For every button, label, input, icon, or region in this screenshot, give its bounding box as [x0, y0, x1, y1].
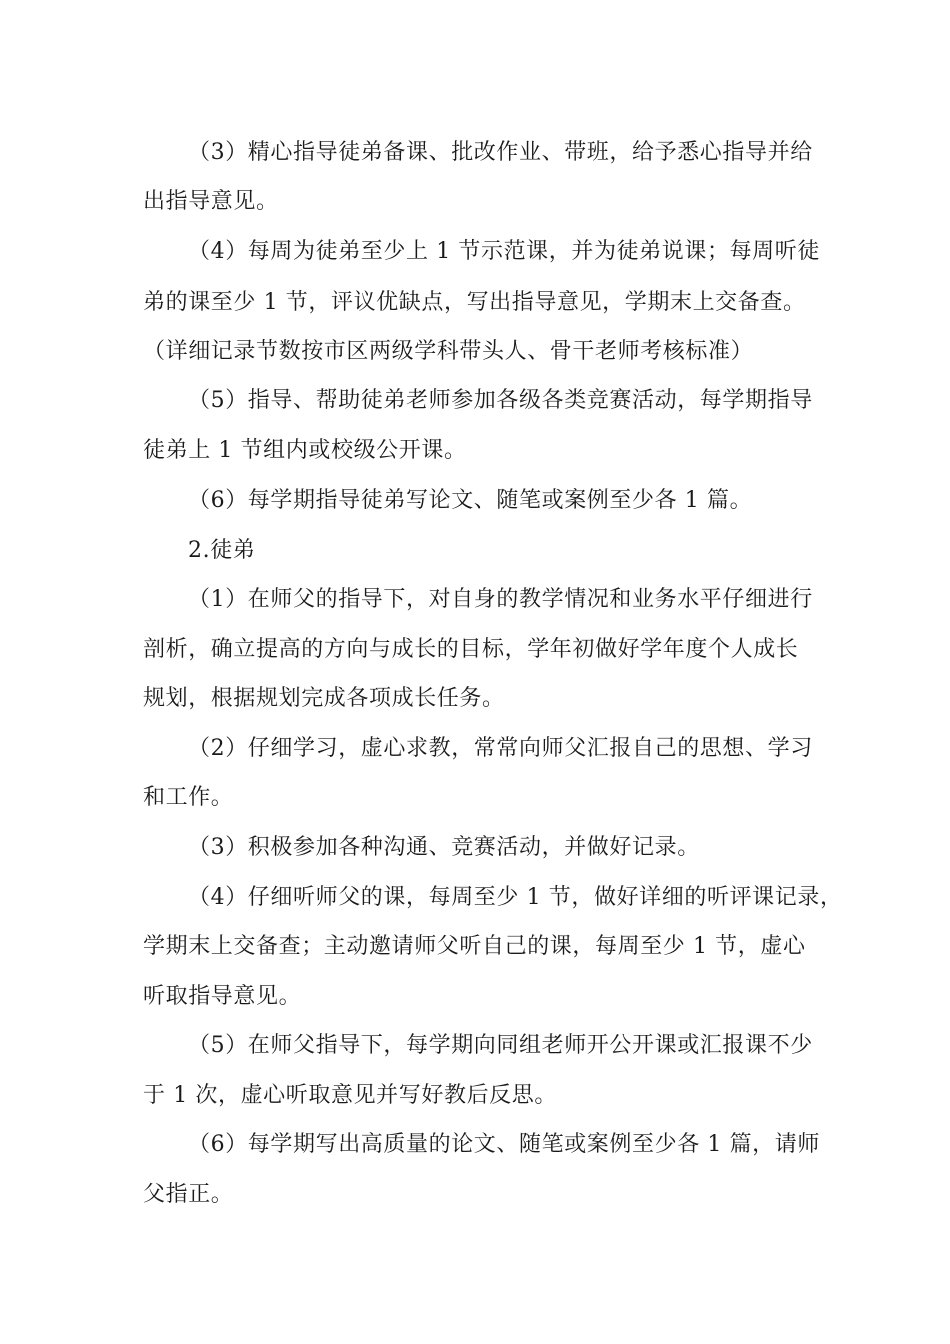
text-line: （3）精心指导徒弟备课、批改作业、带班，给予悉心指导并给 — [188, 140, 813, 165]
text-line: 剖析，确立提高的方向与成长的目标，学年初做好学年度个人成长 — [143, 637, 799, 662]
text-line: （5）在师父指导下，每学期向同组老师开公开课或汇报课不少 — [188, 1033, 813, 1058]
text-line: （3）积极参加各种沟通、竞赛活动，并做好记录。 — [188, 835, 700, 860]
text-line: （6）每学期指导徒弟写论文、随笔或案例至少各 1 篇。 — [188, 488, 753, 513]
text-line: 父指正。 — [143, 1182, 234, 1207]
text-line: （1）在师父的指导下，对自身的教学情况和业务水平仔细进行 — [188, 587, 813, 612]
text-line: 和工作。 — [143, 785, 234, 810]
text-line: （5）指导、帮助徒弟老师参加各级各类竞赛活动，每学期指导 — [188, 388, 813, 413]
text-line: 学期末上交备查；主动邀请师父听自己的课，每周至少 1 节，虚心 — [143, 934, 806, 959]
text-line: 规划，根据规划完成各项成长任务。 — [143, 686, 505, 711]
text-line: 徒弟上 1 节组内或校级公开课。 — [143, 438, 467, 463]
text-line: （4）每周为徒弟至少上 1 节示范课，并为徒弟说课；每周听徒 — [188, 239, 820, 264]
text-line: 弟的课至少 1 节，评议优缺点，写出指导意见，学期末上交备查。 — [143, 290, 806, 315]
text-line: （4）仔细听师父的课，每周至少 1 节，做好详细的听评课记录， — [188, 885, 843, 910]
text-line: 听取指导意见。 — [143, 984, 302, 1009]
text-line: 于 1 次，虚心听取意见并写好教后反思。 — [143, 1083, 557, 1108]
text-line: （6）每学期写出高质量的论文、随笔或案例至少各 1 篇，请师 — [188, 1132, 820, 1157]
section-heading: 2.徒弟 — [188, 538, 256, 563]
text-line: （详细记录节数按市区两级学科带头人、骨干老师考核标准） — [143, 339, 754, 364]
text-line: 出指导意见。 — [143, 189, 279, 214]
text-line: （2）仔细学习，虚心求教，常常向师父汇报自己的思想、学习 — [188, 736, 813, 761]
